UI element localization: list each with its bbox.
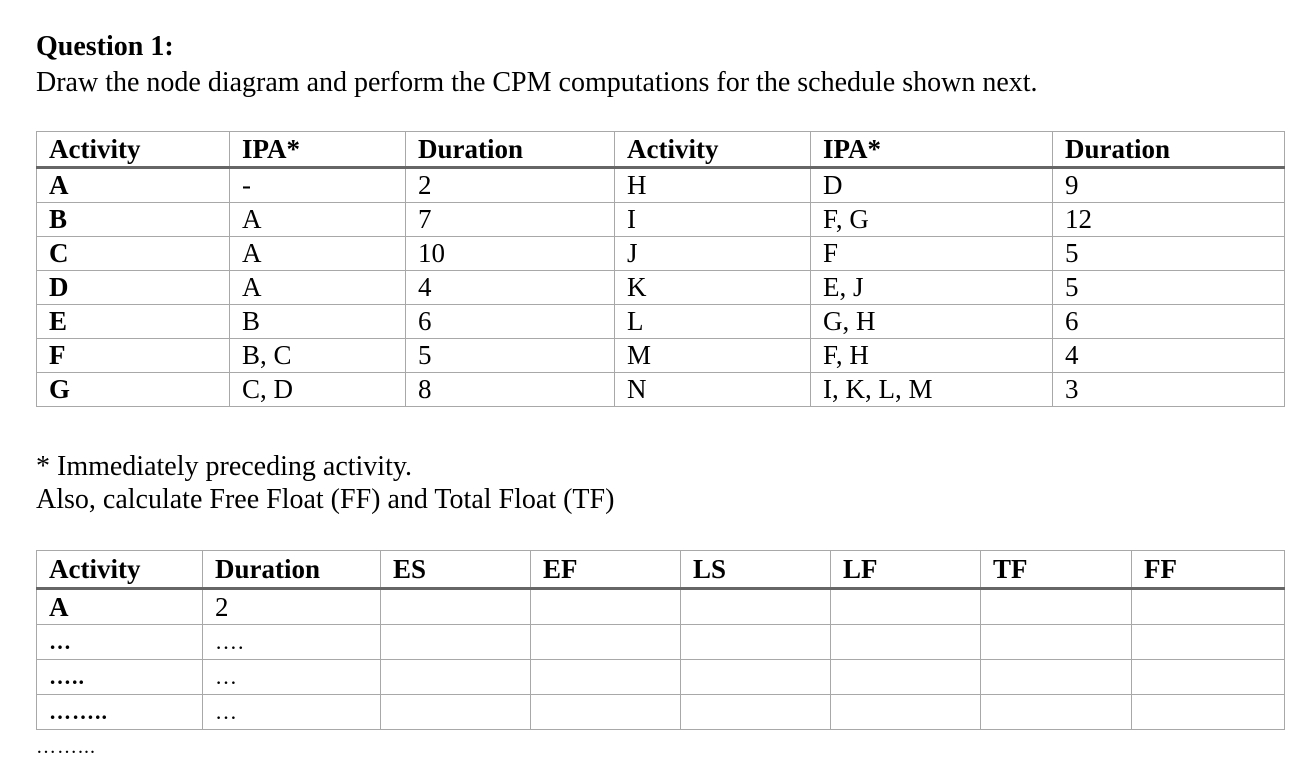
ipa-cell: A [230, 237, 406, 271]
ipa-cell: C, D [230, 373, 406, 407]
header-ipa: IPA* [230, 132, 406, 168]
question-instruction: Draw the node diagram and perform the CPM computations for the schedule shown next. [36, 67, 1038, 98]
table-row [37, 373, 1285, 407]
trailing-ellipsis: ……... [36, 736, 96, 758]
table-row [37, 203, 1285, 237]
header-es: ES [381, 551, 531, 589]
table-row [37, 305, 1285, 339]
tf-cell [981, 625, 1132, 660]
duration-cell: … [203, 695, 381, 730]
ef-cell [531, 589, 681, 625]
ef-cell [531, 695, 681, 730]
header-activity: Activity [37, 551, 203, 589]
ipa-cell: G, H [811, 305, 1053, 339]
lf-cell [831, 660, 981, 695]
tf-cell [981, 660, 1132, 695]
es-cell [381, 695, 531, 730]
ipa-cell: B, C [230, 339, 406, 373]
header-activity-2: Activity [615, 132, 811, 168]
es-cell [381, 660, 531, 695]
ff-cell [1132, 589, 1285, 625]
question-title: Question 1: [36, 31, 174, 62]
ipa-cell: F, H [811, 339, 1053, 373]
header-tf: TF [981, 551, 1132, 589]
ls-cell [681, 589, 831, 625]
duration-cell: 5 [1053, 271, 1285, 305]
activity-cell: H [615, 168, 811, 203]
duration-cell: … [203, 660, 381, 695]
activity-cell: G [37, 373, 230, 407]
header-activity: Activity [37, 132, 230, 168]
activity-cell: F [37, 339, 230, 373]
schedule-header-row [37, 132, 1285, 168]
header-duration-2: Duration [1053, 132, 1285, 168]
duration-cell: 6 [406, 305, 615, 339]
duration-cell: 12 [1053, 203, 1285, 237]
header-lf: LF [831, 551, 981, 589]
activity-cell: …….. [37, 695, 203, 730]
ipa-cell: B [230, 305, 406, 339]
activity-cell: M [615, 339, 811, 373]
activity-cell: … [37, 625, 203, 660]
header-duration: Duration [203, 551, 381, 589]
activity-cell: K [615, 271, 811, 305]
header-ipa-2: IPA* [811, 132, 1053, 168]
duration-cell: 5 [1053, 237, 1285, 271]
cpm-table [36, 550, 1285, 730]
ff-cell [1132, 625, 1285, 660]
table-row [37, 271, 1285, 305]
duration-cell: 2 [203, 589, 381, 625]
duration-cell: 7 [406, 203, 615, 237]
table-row [37, 589, 1285, 625]
tf-cell [981, 695, 1132, 730]
duration-cell: 4 [1053, 339, 1285, 373]
ipa-cell: F, G [811, 203, 1053, 237]
ls-cell [681, 660, 831, 695]
duration-cell: 2 [406, 168, 615, 203]
table-row [37, 237, 1285, 271]
activity-cell: L [615, 305, 811, 339]
ls-cell [681, 625, 831, 660]
cpm-header-row [37, 551, 1285, 589]
activity-cell: J [615, 237, 811, 271]
header-ef: EF [531, 551, 681, 589]
ipa-footnote: * Immediately preceding activity. [36, 451, 413, 482]
lf-cell [831, 695, 981, 730]
ff-cell [1132, 660, 1285, 695]
activity-cell: A [37, 589, 203, 625]
duration-cell: 9 [1053, 168, 1285, 203]
table-row [37, 625, 1285, 660]
ipa-cell: A [230, 203, 406, 237]
es-cell [381, 589, 531, 625]
activity-cell: N [615, 373, 811, 407]
es-cell [381, 625, 531, 660]
lf-cell [831, 589, 981, 625]
activity-cell: C [37, 237, 230, 271]
activity-cell: I [615, 203, 811, 237]
ef-cell [531, 660, 681, 695]
header-ff: FF [1132, 551, 1285, 589]
table-row [37, 168, 1285, 203]
header-ls: LS [681, 551, 831, 589]
duration-cell: 4 [406, 271, 615, 305]
lf-cell [831, 625, 981, 660]
table-row [37, 339, 1285, 373]
ff-cell [1132, 695, 1285, 730]
ipa-cell: A [230, 271, 406, 305]
activity-cell: D [37, 271, 230, 305]
activity-cell: E [37, 305, 230, 339]
activity-cell: ….. [37, 660, 203, 695]
ipa-cell: F [811, 237, 1053, 271]
duration-cell: 3 [1053, 373, 1285, 407]
table-row [37, 695, 1285, 730]
duration-cell: 10 [406, 237, 615, 271]
activity-cell: A [37, 168, 230, 203]
activity-cell: B [37, 203, 230, 237]
schedule-table [36, 131, 1285, 407]
ipa-cell: E, J [811, 271, 1053, 305]
ipa-cell: I, K, L, M [811, 373, 1053, 407]
table-row [37, 660, 1285, 695]
duration-cell: …. [203, 625, 381, 660]
duration-cell: 8 [406, 373, 615, 407]
ipa-cell: - [230, 168, 406, 203]
duration-cell: 5 [406, 339, 615, 373]
ipa-cell: D [811, 168, 1053, 203]
ls-cell [681, 695, 831, 730]
header-duration: Duration [406, 132, 615, 168]
ef-cell [531, 625, 681, 660]
float-instruction: Also, calculate Free Float (FF) and Total Float (TF) [36, 484, 615, 515]
tf-cell [981, 589, 1132, 625]
duration-cell: 6 [1053, 305, 1285, 339]
